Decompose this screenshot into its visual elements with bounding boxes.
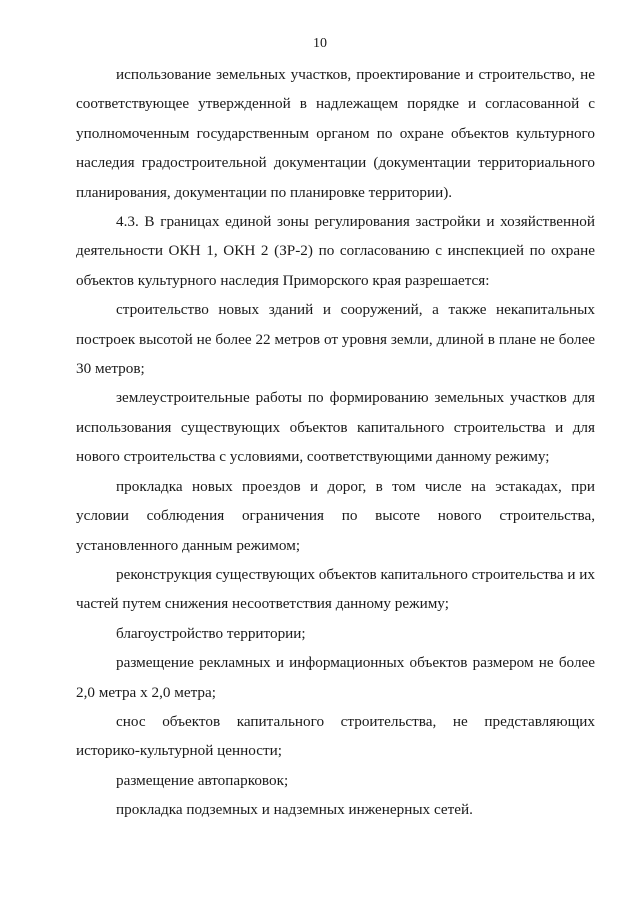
paragraph-parking: размещение автопарковок; <box>116 771 289 789</box>
paragraph-utility-networks: прокладка подземных и надземных инженерных сетей. <box>116 801 473 819</box>
paragraph-continuation: использование земельных участков, проектирование и строительство, не соответствующее утвержденной в надлежащем порядке и согласованной с уполномоченным государственным органом по охране объектов культурного наследия градостроительной документации (документации территориального планирования, документации по планировке территории). <box>76 66 595 201</box>
paragraph-land-works: землеустроительные работы по формированию земельных участков для использования существующих объектов капитального строительства и для нового строительства с условиями, соответствующими данному режиму; <box>76 389 595 466</box>
paragraph-new-construction: строительство новых зданий и сооружений, а также некапитальных построек высотой не более 22 метров от уровня земли, длиной в плане не более 30 метров; <box>76 301 595 378</box>
document-body <box>76 60 595 825</box>
paragraph-section-4-3: 4.3. В границах единой зоны регулирования застройки и хозяйственной деятельности ОКН 1, ОКН 2 (ЗР-2) по согласованию с инспекцией по охране объектов культурного наследия Приморского края разрешается: <box>76 213 595 289</box>
paragraph-advertising: размещение рекламных и информационных объектов размером не более 2,0 метра х 2,0 метра; <box>76 654 595 701</box>
paragraph-reconstruction: реконструкция существующих объектов капитального строительства и их частей путем снижения несоответствия данному режиму; <box>76 565 595 613</box>
paragraph-demolition: снос объектов капитального строительства, не представляющих историко-культурной ценности; <box>76 712 595 760</box>
paragraph-new-roads: прокладка новых проездов и дорог, в том числе на эстакадах, при условии соблюдения ограничения по высоте нового строительства, установленного данным режимом; <box>76 477 595 554</box>
page-number: 10 <box>313 36 327 51</box>
paragraph-landscaping: благоустройство территории; <box>116 624 306 642</box>
